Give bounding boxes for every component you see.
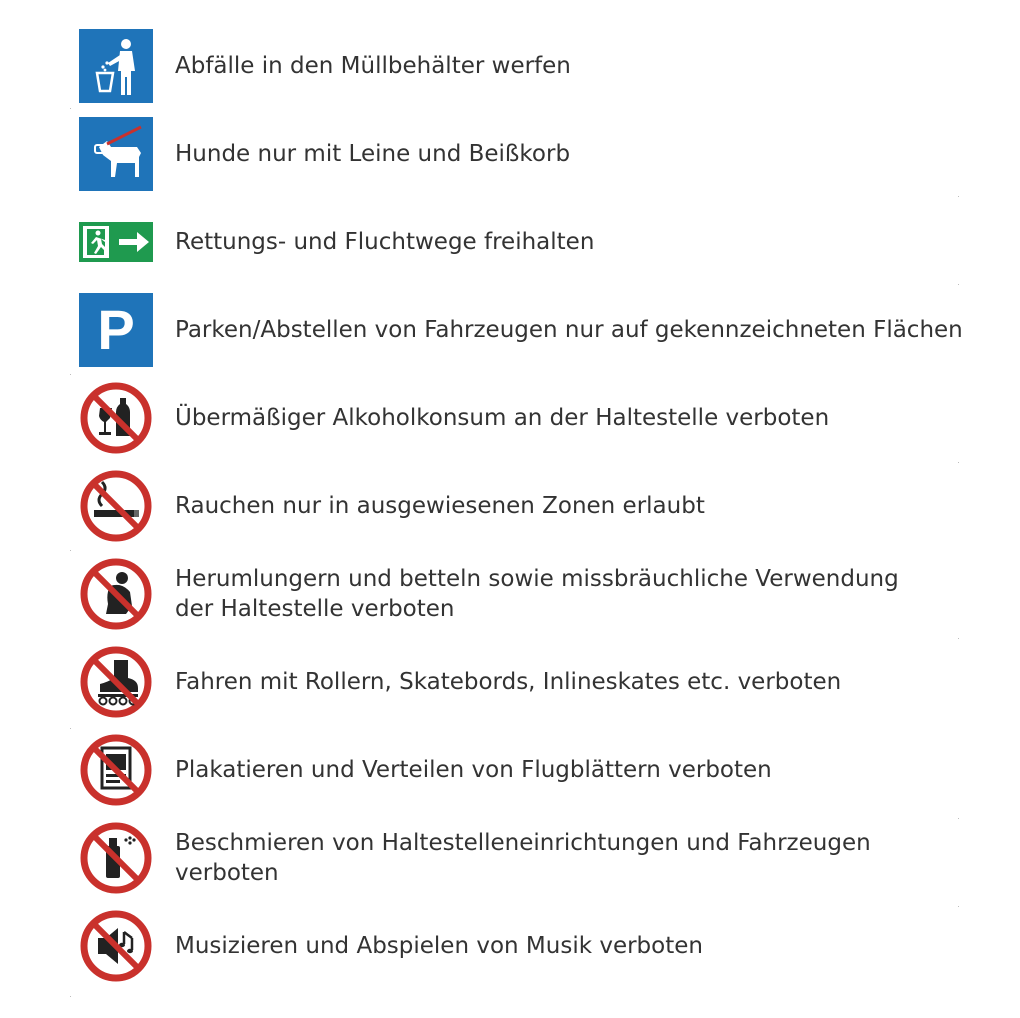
- rule-text: Rauchen nur in ausgewiesenen Zonen erlaubt: [175, 493, 705, 519]
- rule-row: [78, 204, 978, 284]
- separator-dot: [70, 374, 71, 375]
- separator-dot: [70, 728, 71, 729]
- rule-text: Herumlungern und betteln sowie missbräuchliche Verwendung der Haltestelle verboten: [175, 566, 899, 622]
- rule-text: Parken/Abstellen von Fahrzeugen nur auf gekennzeichneten Flächen: [175, 317, 963, 343]
- emergency-exit-icon: [78, 204, 154, 280]
- separator-dot: [958, 284, 959, 285]
- rule-row: [78, 732, 978, 812]
- separator-dot: [958, 462, 959, 463]
- dog-leash-muzzle-icon: [78, 116, 154, 192]
- separator-dot: [958, 638, 959, 639]
- rule-row: [78, 908, 978, 988]
- parking-icon: [78, 292, 154, 368]
- svg-text:P: P: [97, 298, 135, 361]
- rule-text: Plakatieren und Verteilen von Flugblättern verboten: [175, 757, 772, 783]
- rule-text: Rettungs- und Fluchtwege freihalten: [175, 229, 595, 255]
- separator-dot: [70, 996, 71, 997]
- separator-dot: [958, 196, 959, 197]
- rule-row: [78, 28, 978, 108]
- rule-text: Abfälle in den Müllbehälter werfen: [175, 53, 571, 79]
- rule-row: [78, 644, 978, 724]
- no-alcohol-icon: [78, 380, 154, 456]
- no-loitering-icon: [78, 556, 154, 632]
- litter-bin-icon: [78, 28, 154, 104]
- rule-row: [78, 292, 978, 372]
- rule-row: [78, 380, 978, 460]
- no-posters-icon: [78, 732, 154, 808]
- separator-dot: [958, 818, 959, 819]
- rule-text: Musizieren und Abspielen von Musik verboten: [175, 933, 703, 959]
- separator-dot: [958, 906, 959, 907]
- rule-text: Hunde nur mit Leine und Beißkorb: [175, 141, 571, 167]
- rule-row: [78, 820, 978, 900]
- rule-row: [78, 556, 978, 636]
- no-skating-icon: [78, 644, 154, 720]
- rule-text: Fahren mit Rollern, Skatebords, Inlineskates etc. verboten: [175, 669, 842, 695]
- rule-text: Übermäßiger Alkoholkonsum an der Haltestelle verboten: [175, 405, 830, 431]
- rule-row: [78, 468, 978, 548]
- rule-text: Beschmieren von Haltestelleneinrichtungen und Fahrzeugen verboten: [175, 830, 871, 886]
- separator-dot: [70, 108, 71, 109]
- no-music-icon: [78, 908, 154, 984]
- no-smoking-icon: [78, 468, 154, 544]
- rule-row: [78, 116, 978, 196]
- no-graffiti-icon: [78, 820, 154, 896]
- separator-dot: [70, 550, 71, 551]
